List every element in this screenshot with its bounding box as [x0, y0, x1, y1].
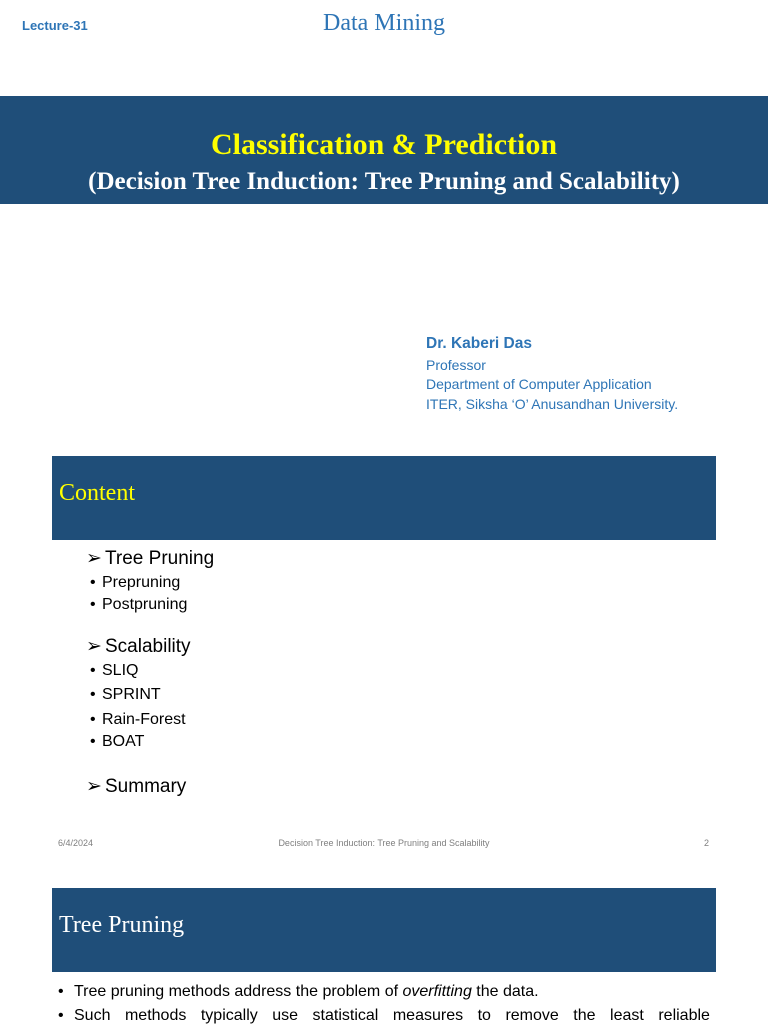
bullet-icon: • [90, 596, 96, 613]
list-item [86, 546, 214, 572]
list-item [86, 634, 214, 660]
bullet-line [58, 1004, 710, 1028]
author-role: Professor [426, 356, 486, 373]
content-list [86, 546, 214, 800]
slide-title: Classification & Prediction [210, 128, 558, 161]
bullet-line [58, 980, 710, 1004]
bullet-word: Such [74, 1007, 111, 1024]
list-subitem-label: Rain-Forest [102, 711, 186, 728]
tree-pruning-body [58, 980, 710, 1028]
author-block [426, 334, 678, 414]
list-item [86, 774, 214, 800]
lecture-number: Lecture-31 [22, 18, 88, 33]
footer-date: 6/4/2024 [58, 838, 94, 848]
bullet-icon: • [90, 711, 96, 728]
list-subitem [86, 660, 214, 682]
list-subitem-label: Postpruning [102, 596, 188, 613]
arrow-bullet-icon: ➢ [86, 776, 102, 797]
list-subitem-label: SPRINT [102, 686, 161, 703]
list-subitem [86, 594, 214, 616]
footer-page-number: 2 [704, 838, 710, 848]
tree-pruning-heading: Tree Pruning [59, 912, 185, 938]
bullet-icon: • [90, 662, 96, 679]
list-item-label: Scalability [105, 636, 191, 657]
bullet-word: statistical [312, 1007, 379, 1024]
bullet-word: to [477, 1007, 491, 1024]
bullet-text: Tree pruning methods address the problem of [74, 983, 403, 1000]
course-title: Data Mining [323, 10, 445, 36]
content-heading-band [52, 456, 716, 540]
bullet-text: the data. [471, 983, 539, 1000]
bullet-text-justified [74, 1004, 710, 1028]
bullet-icon: • [90, 686, 96, 703]
author-institute: ITER, Siksha ‘O’ Anusandhan University. [426, 395, 679, 412]
bullet-word: least [610, 1007, 644, 1024]
author-department: Department of Computer Application [426, 376, 652, 392]
bullet-word: typically [200, 1007, 258, 1024]
list-subitem-label: Prepruning [102, 574, 181, 591]
list-subitem-label: SLIQ [102, 662, 139, 679]
bullet-word: methods [124, 1007, 187, 1024]
bullet-emphasis: overfitting [402, 983, 472, 1000]
bullet-icon: • [58, 983, 64, 1000]
content-heading: Content [59, 480, 135, 506]
bullet-word: use [272, 1007, 299, 1024]
arrow-bullet-icon: ➢ [86, 548, 102, 569]
bullet-word: measures [392, 1007, 464, 1024]
author-name: Dr. Kaberi Das [426, 335, 532, 352]
slide-subtitle: (Decision Tree Induction: Tree Pruning and Scalability) [88, 168, 680, 195]
bullet-icon: • [90, 574, 96, 591]
list-subitem [86, 572, 214, 594]
arrow-bullet-icon: ➢ [86, 636, 102, 657]
list-subitem [86, 731, 214, 753]
bullet-word: reliable [658, 1007, 710, 1024]
bullet-word: the [573, 1007, 596, 1024]
bullet-word: remove [505, 1007, 559, 1024]
bullet-icon: • [90, 733, 96, 750]
list-subitem [86, 709, 214, 731]
list-subitem [86, 684, 214, 706]
tree-pruning-heading-band [52, 888, 716, 972]
bullet-icon: • [58, 1007, 64, 1024]
list-subitem-label: BOAT [102, 733, 145, 750]
footer-title: Decision Tree Induction: Tree Pruning and Scalability [278, 838, 490, 848]
list-item-label: Summary [105, 776, 187, 797]
list-item-label: Tree Pruning [105, 548, 215, 569]
